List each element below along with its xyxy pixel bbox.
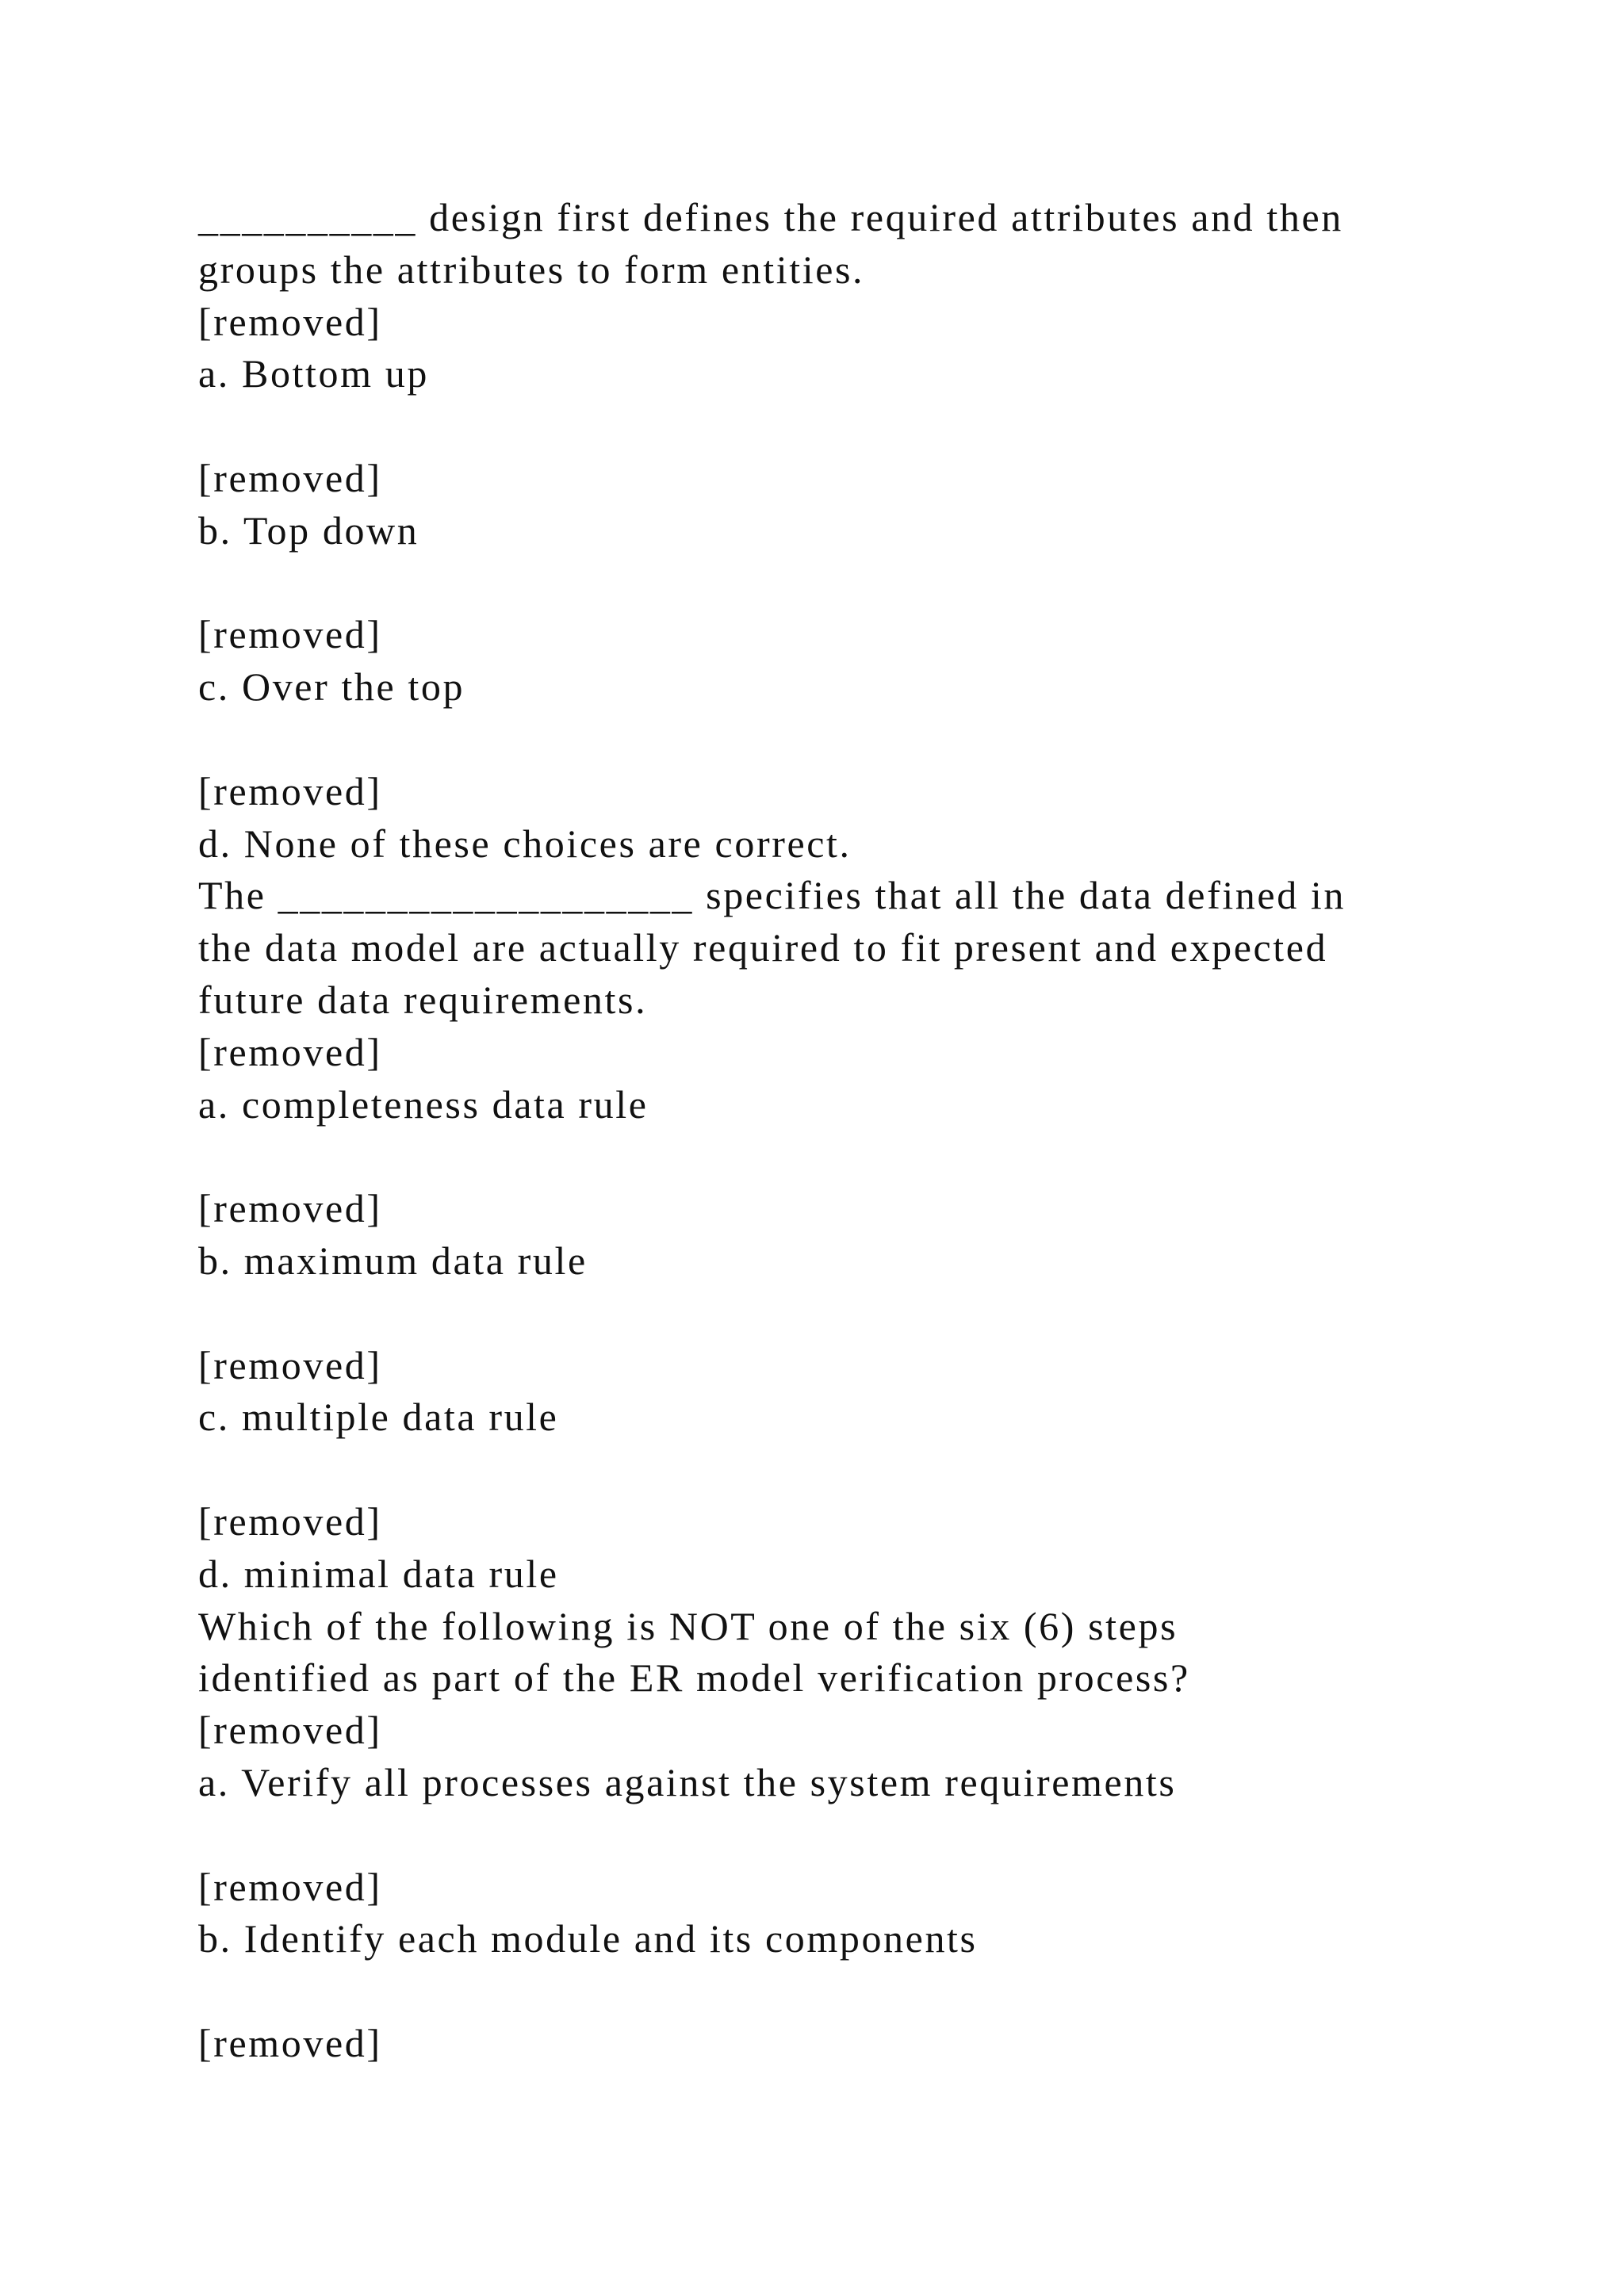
question-stem-line: __________ design first defines the required attributes and then: [198, 195, 1343, 239]
spacer: [198, 1809, 1546, 1862]
spacer: [198, 1965, 1546, 2018]
question-3: [198, 1601, 1546, 2070]
removed-marker: [removed]: [198, 1708, 382, 1753]
spacer: [198, 1131, 1546, 1183]
question-stem-line: future data requirements.: [198, 977, 648, 1022]
option-b: b. Top down: [198, 507, 419, 553]
spacer: [198, 714, 1546, 766]
spacer: [198, 1288, 1546, 1340]
option-b: b. maximum data rule: [198, 1238, 588, 1283]
spacer: [198, 400, 1546, 453]
removed-marker: [removed]: [198, 1864, 382, 1909]
question-stem-line: groups the attributes to form entities.: [198, 247, 865, 292]
removed-marker: [removed]: [198, 612, 382, 657]
question-stem-line: The ___________________ specifies that all the data defined in: [198, 873, 1346, 918]
question-stem-line: identified as part of the ER model verification process?: [198, 1655, 1190, 1701]
removed-marker: [removed]: [198, 1186, 382, 1231]
removed-marker: [removed]: [198, 768, 382, 813]
question-1: [198, 192, 1546, 870]
option-a: a. Bottom up: [198, 351, 429, 396]
removed-marker: [removed]: [198, 1342, 382, 1387]
removed-marker: [removed]: [198, 455, 382, 500]
question-stem-line: Which of the following is NOT one of the six (6) steps: [198, 1603, 1178, 1648]
option-a: a. Verify all processes against the system requirements: [198, 1759, 1177, 1804]
option-d: d. minimal data rule: [198, 1551, 559, 1596]
option-c: c. Over the top: [198, 664, 465, 710]
removed-marker: [removed]: [198, 1498, 382, 1544]
removed-marker: [removed]: [198, 1029, 382, 1074]
spacer: [198, 557, 1546, 610]
removed-marker: [removed]: [198, 299, 382, 344]
spacer: [198, 1444, 1546, 1496]
option-b: b. Identify each module and its components: [198, 1916, 978, 1961]
document-page: [198, 192, 1546, 2070]
question-stem-line: the data model are actually required to fit present and expected: [198, 925, 1328, 970]
option-a: a. completeness data rule: [198, 1081, 649, 1127]
option-c: c. multiple data rule: [198, 1395, 559, 1440]
removed-marker: [removed]: [198, 2020, 382, 2065]
option-d: d. None of these choices are correct.: [198, 821, 852, 866]
question-2: [198, 870, 1546, 1600]
